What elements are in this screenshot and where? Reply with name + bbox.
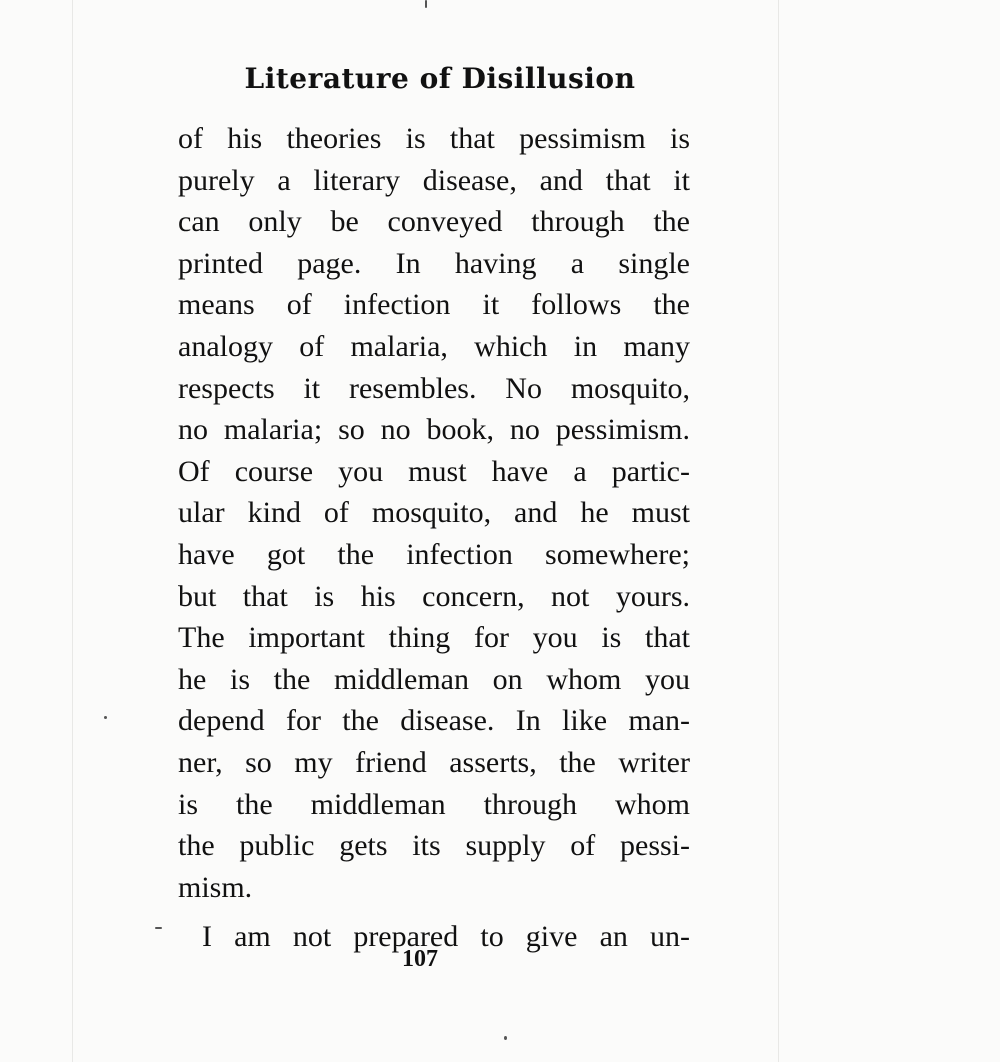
text-line: of his theories is that pessimism is bbox=[178, 122, 690, 155]
text-line-paragraph-start: I am not prepared to give an un- bbox=[202, 920, 690, 954]
text-line: respects it resembles. No mosquito, bbox=[178, 371, 690, 405]
text-line: Of course you must have a partic- bbox=[178, 454, 690, 488]
scan-speck bbox=[155, 927, 162, 929]
text-line: analogy of malaria, which in many bbox=[178, 329, 690, 363]
text-line: mism. bbox=[178, 870, 253, 904]
text-line: printed page. In having a single bbox=[178, 246, 690, 280]
text-line: means of infection it follows the bbox=[178, 288, 690, 322]
text-line: purely a literary disease, and that it bbox=[178, 163, 690, 197]
text-line: ner, so my friend asserts, the writer bbox=[178, 745, 690, 779]
body-text bbox=[178, 118, 690, 958]
text-line: depend for the disease. In like man- bbox=[178, 704, 690, 738]
text-line: the public gets its supply of pessi- bbox=[178, 829, 690, 863]
text-line: ular kind of mosquito, and he must bbox=[178, 496, 690, 530]
running-head: Literature of Disillusion bbox=[244, 62, 636, 95]
text-line: The important thing for you is that bbox=[178, 621, 690, 655]
text-line: have got the infection somewhere; bbox=[178, 537, 690, 571]
text-line: no malaria; so no book, no pessimism. bbox=[178, 413, 690, 447]
page-number: 107 bbox=[402, 946, 438, 972]
page-edge-right bbox=[778, 0, 779, 1062]
page-edge-left bbox=[72, 0, 73, 1062]
text-line: but that is his concern, not yours. bbox=[178, 579, 690, 613]
scan-speck bbox=[504, 1036, 507, 1040]
scan-speck bbox=[425, 0, 427, 8]
scan-speck bbox=[104, 716, 107, 719]
text-line: he is the middleman on whom you bbox=[178, 662, 690, 696]
text-line: is the middleman through whom bbox=[178, 787, 690, 821]
text-line: can only be conveyed through the bbox=[178, 205, 690, 239]
